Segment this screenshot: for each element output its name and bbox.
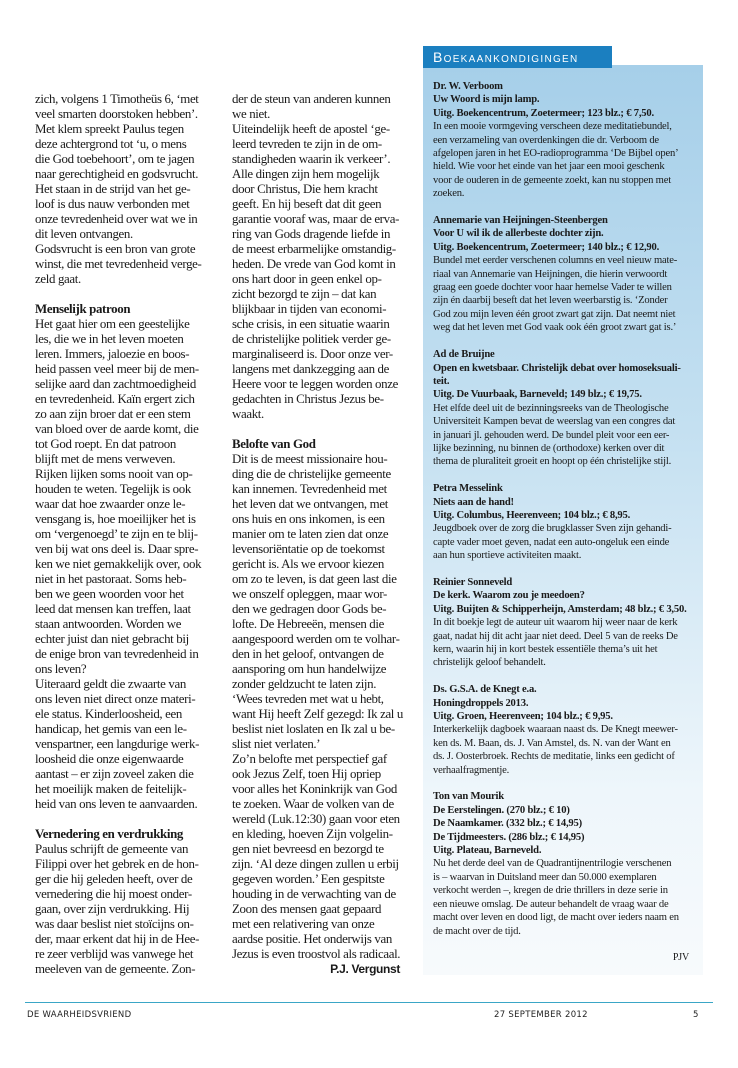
paragraph-gap: [35, 287, 225, 302]
book-detail: Uitg. De Vuurbaak, Barneveld; 149 blz.; € 19,75.: [433, 389, 642, 401]
book-entry: [433, 348, 701, 469]
section-heading: Menselijk patroon: [35, 302, 131, 316]
book-description: In een mooie vormgeving verscheen deze meditatiebundel, een verzameling van overdenkingen die dr. Verboom de afgelopen jaren in het EO-radioprogramma ‘De Bijbel open’ hield. Wie voor het einde van het jaar een mooi geschenk voor de ouderen in de gemeente zoekt, kan nu stoppen met zoeken.: [433, 121, 679, 200]
paragraph: der de steun van anderen kunnen we niet. Uiteindelijk heeft de apostel ‘ge- leerd tevreden te zijn in de om- standigheden waarin ik verkeer’. Alle dingen zijn hem mogelijk door Christus, Die hem kracht geeft. En hij beseft dat dit geen garantie vooraf was, maar de erva- ring van Gods dragende liefde in de meest erbarmelijke omstandig- heden. De vrede van God komt in ons hart door in geen enkel op- zicht bezorgd te zijn – dat kan blijkbaar in tijden van economi- sche crisis, in een situatie waarin de christelijke politiek verder ge- marginaliseerd is. Door onze ver- langens met dankzegging aan de Heere voor te leggen worden onze gedachten in Christus Jezus be- waakt.: [232, 92, 400, 421]
book-detail: Uitg. Buijten & Schipperheijn, Amsterdam; 48 blz.; € 3,50.: [433, 603, 687, 615]
book-description: Het elfde deel uit de bezinningsreeks van de Theologische Universiteit Kampen bevat de weerslag van een congres dat in januari jl. gehouden werd. De bundel pleit voor een eer- lijke bezinning, nu binnen de (orthodoxe) kerken over dit thema de pluraliteit groeit en hoopt op één christelijke stijl.: [433, 402, 676, 468]
footer-page-number: 5: [693, 1010, 699, 1020]
footer-rule: [25, 1002, 713, 1003]
book-detail: Open en kwetsbaar. Christelijk debat over homoseksuali- teit.: [433, 362, 681, 387]
book-author: Reinier Sonneveld: [433, 576, 513, 588]
book-entry: [433, 790, 701, 937]
book-entry: [433, 80, 701, 201]
book-author: Petra Messelink: [433, 483, 503, 495]
book-detail: Voor U wil ik de allerbeste dochter zijn.: [433, 228, 604, 240]
section-heading: Belofte van God: [232, 437, 316, 451]
book-detail: De Naamkamer. (332 blz.; € 14,95): [433, 818, 582, 830]
book-announcements-list: [433, 80, 701, 965]
book-detail: Uw Woord is mijn lamp.: [433, 94, 540, 106]
book-detail: Honingdroppels 2013.: [433, 697, 529, 709]
footer-publication: DE WAARHEIDSVRIEND: [27, 1010, 132, 1020]
book-entry: [433, 482, 701, 562]
book-detail: Uitg. Boekencentrum, Zoetermeer; 123 blz.; € 7,50.: [433, 107, 654, 119]
paragraph-gap: [35, 812, 225, 827]
article-column-1: [35, 92, 225, 977]
book-description: In dit boekje legt de auteur uit waarom hij weer naar de kerk gaat, nadat hij dit acht jaar niet deed. Deel 5 van de reeks De kern, waarin hij in kort bestek essentiële thema’s uit het christelijk geloof behandelt.: [433, 617, 678, 669]
section-heading: Vernedering en verdrukking: [35, 827, 183, 841]
book-author: Dr. W. Verboom: [433, 81, 503, 92]
paragraph-gap: [232, 422, 412, 437]
book-entry: [433, 214, 701, 335]
book-entry: [433, 576, 701, 670]
book-author: Ds. G.S.A. de Knegt e.a.: [433, 684, 537, 696]
paragraph: Het gaat hier om een geestelijke les, die we in het leven moeten leren. Immers, jaloezie en boos- heid passen veel meer bij de men- selijke aard dan zachtmoedigheid en tevredenheid. Kaïn ergert zich zo aan zijn broer dat er een stem van bloed over de aarde komt, die tot God roept. En dat patroon blijft met de mens verweven. Rijken lijken soms nooit van op- houden te weten. Tegelijk is ook waar dat hoe zwaarder onze le- vensgang is, hoe moeilijker het is om ‘vergenoegd’ te zijn en te blij- ven bij wat ons deel is. Daar spre- ken we niet gemakkelijk over, ook niet in het pastoraat. Soms heb- ben we geen woorden voor het leed dat mensen kan treffen, laat staan antwoorden. Worden we echter juist dan niet gebracht bij de enige bron van tevredenheid in ons leven? Uiteraard geldt die zwaarte van ons leven niet direct onze materi- ele status. Kinderloosheid, een handicap, het gemis van een le- venspartner, een langdurige werk- loosheid die onze eigenwaarde aantast – er zijn zoveel zaken die het moeilijk maken de feitelijk- heid van ons leven te aanvaarden.: [35, 317, 202, 811]
book-description: Nu het derde deel van de Quadrantijnentrilogie verschenen is – waarvan in Duitsland meer dan 50.000 exemplaren verkocht werden –, kregen de drie thrillers in deze serie in een nieuwe omslag. De auteur behandelt de vraag waar de macht over leven en dood ligt, de macht over ieders naam en de macht over de tijd.: [433, 858, 679, 937]
reviewer-initials: PJV: [672, 952, 689, 964]
book-announcements-title: Boekaankondigingen: [423, 46, 612, 68]
book-detail: De Eerstelingen. (270 blz.; € 10): [433, 804, 570, 816]
paragraph: Dit is de meest missionaire hou- ding die de christelijke gemeente kan innemen. Tevredenheid met het leven dat we ontvangen, met ons huis en ons inkomen, is een manier om te laten zien dat onze levensoriëntatie op de toekomst gericht is. Als we ervoor kiezen om zo te leven, is dat geen last die we onszelf opleggen, maar wor- den we gedragen door Gods be- lofte. De Hebreeën, mensen die aangespoord werden om te volhar- den in het geloof, ontvangen de aansporing om hun handelwijze zonder geldzucht te laten zijn. ‘Wees tevreden met wat u hebt, want Hij heeft Zelf gezegd: Ik zal u beslist niet loslaten en Ik zal u be- slist niet verlaten.’ Zo’n belofte met perspectief gaf ook Jezus Zelf, toen Hij opriep voor alles het Koninkrijk van God te zoeken. Waar de volken van de wereld (Luk.12:30) gaan voor eten en kleding, hoeven Zijn volgelin- gen niet bevreesd en bezorgd te zijn. ‘Al deze dingen zullen u erbij gegeven worden.’ Een gespitste houding in de verwachting van de Zoon des mensen gaat gepaard met een relativering van onze aardse positie. Het onderwijs van Jezus is even troostvol als radicaal.: [232, 452, 404, 961]
article-column-2: [232, 92, 412, 977]
book-detail: Uitg. Boekencentrum, Zoetermeer; 140 blz.; € 12,90.: [433, 241, 660, 253]
book-description: Bundel met eerder verschenen columns en veel nieuw mate- riaal van Annemarie van Heijningen, die hierin verwoordt graag een goede dochter voor haar hemelse Vader te willen zijn én daarbij beseft dat het leven weerbarstig is. ‘Zonder God zou mijn leven één groot zwart gat zijn. Dat neemt niet weg dat het leven met God vaak ook één groot zwart gat is.’: [433, 255, 678, 334]
footer-date: 27 SEPTEMBER 2012: [494, 1010, 588, 1020]
author-signature: P.J. Vergunst: [330, 962, 400, 976]
book-author: Ad de Bruijne: [433, 349, 495, 361]
book-detail: De Tijdmeesters. (286 blz.; € 14,95): [433, 831, 585, 843]
book-detail: Uitg. Columbus, Heerenveen; 104 blz.; € 8,95.: [433, 509, 631, 521]
book-entry: [433, 683, 701, 777]
book-detail: Niets aan de hand!: [433, 496, 514, 508]
book-detail: De kerk. Waarom zou je meedoen?: [433, 590, 585, 602]
book-author: Annemarie van Heijningen-Steenbergen: [433, 215, 608, 227]
book-author: Ton van Mourik: [433, 791, 504, 803]
book-detail: Uitg. Plateau, Barneveld.: [433, 845, 542, 857]
paragraph: Paulus schrijft de gemeente van Filippi over het gebrek en de hon- ger die hij geleden heeft, over de vernedering die hij moest onder- gaan, over zijn verdrukking. Hij was daar beslist niet stoïcijns on- der, maar erkent dat hij in de Hee- re zeer verblijd was vanwege het meeleven van de gemeente. Zon-: [35, 842, 200, 976]
book-detail: Uitg. Groen, Heerenveen; 104 blz.; € 9,95.: [433, 711, 613, 723]
paragraph: zich, volgens 1 Timotheüs 6, ‘met veel smarten doorstoken hebben’. Met klem spreekt Paulus tegen deze achtergrond tot ‘u, o mens die God toebehoort’, om te jagen naar gerechtigheid en godsvrucht. Het staan in de strijd van het ge- loof is dus nauw verbonden met onze tevredenheid over wat we in dit leven ontvangen. Godsvrucht is een bron van grote winst, die met tevredenheid verge- zeld gaat.: [35, 92, 202, 286]
book-description: Jeugdboek over de zorg die brugklasser Sven zijn gehandi- capte vader moet geven, nadat een auto-ongeluk een einde aan hun sportieve activiteiten maakt.: [433, 523, 672, 562]
book-description: Interkerkelijk dagboek waaraan naast ds. De Knegt meewer- ken ds. M. Baan, ds. J. Van Amstel, ds. N. van der Want en ds. J. Oosterbroek. Rechts de meditatie, links een gedicht of verhaalfragmentje.: [433, 724, 678, 776]
